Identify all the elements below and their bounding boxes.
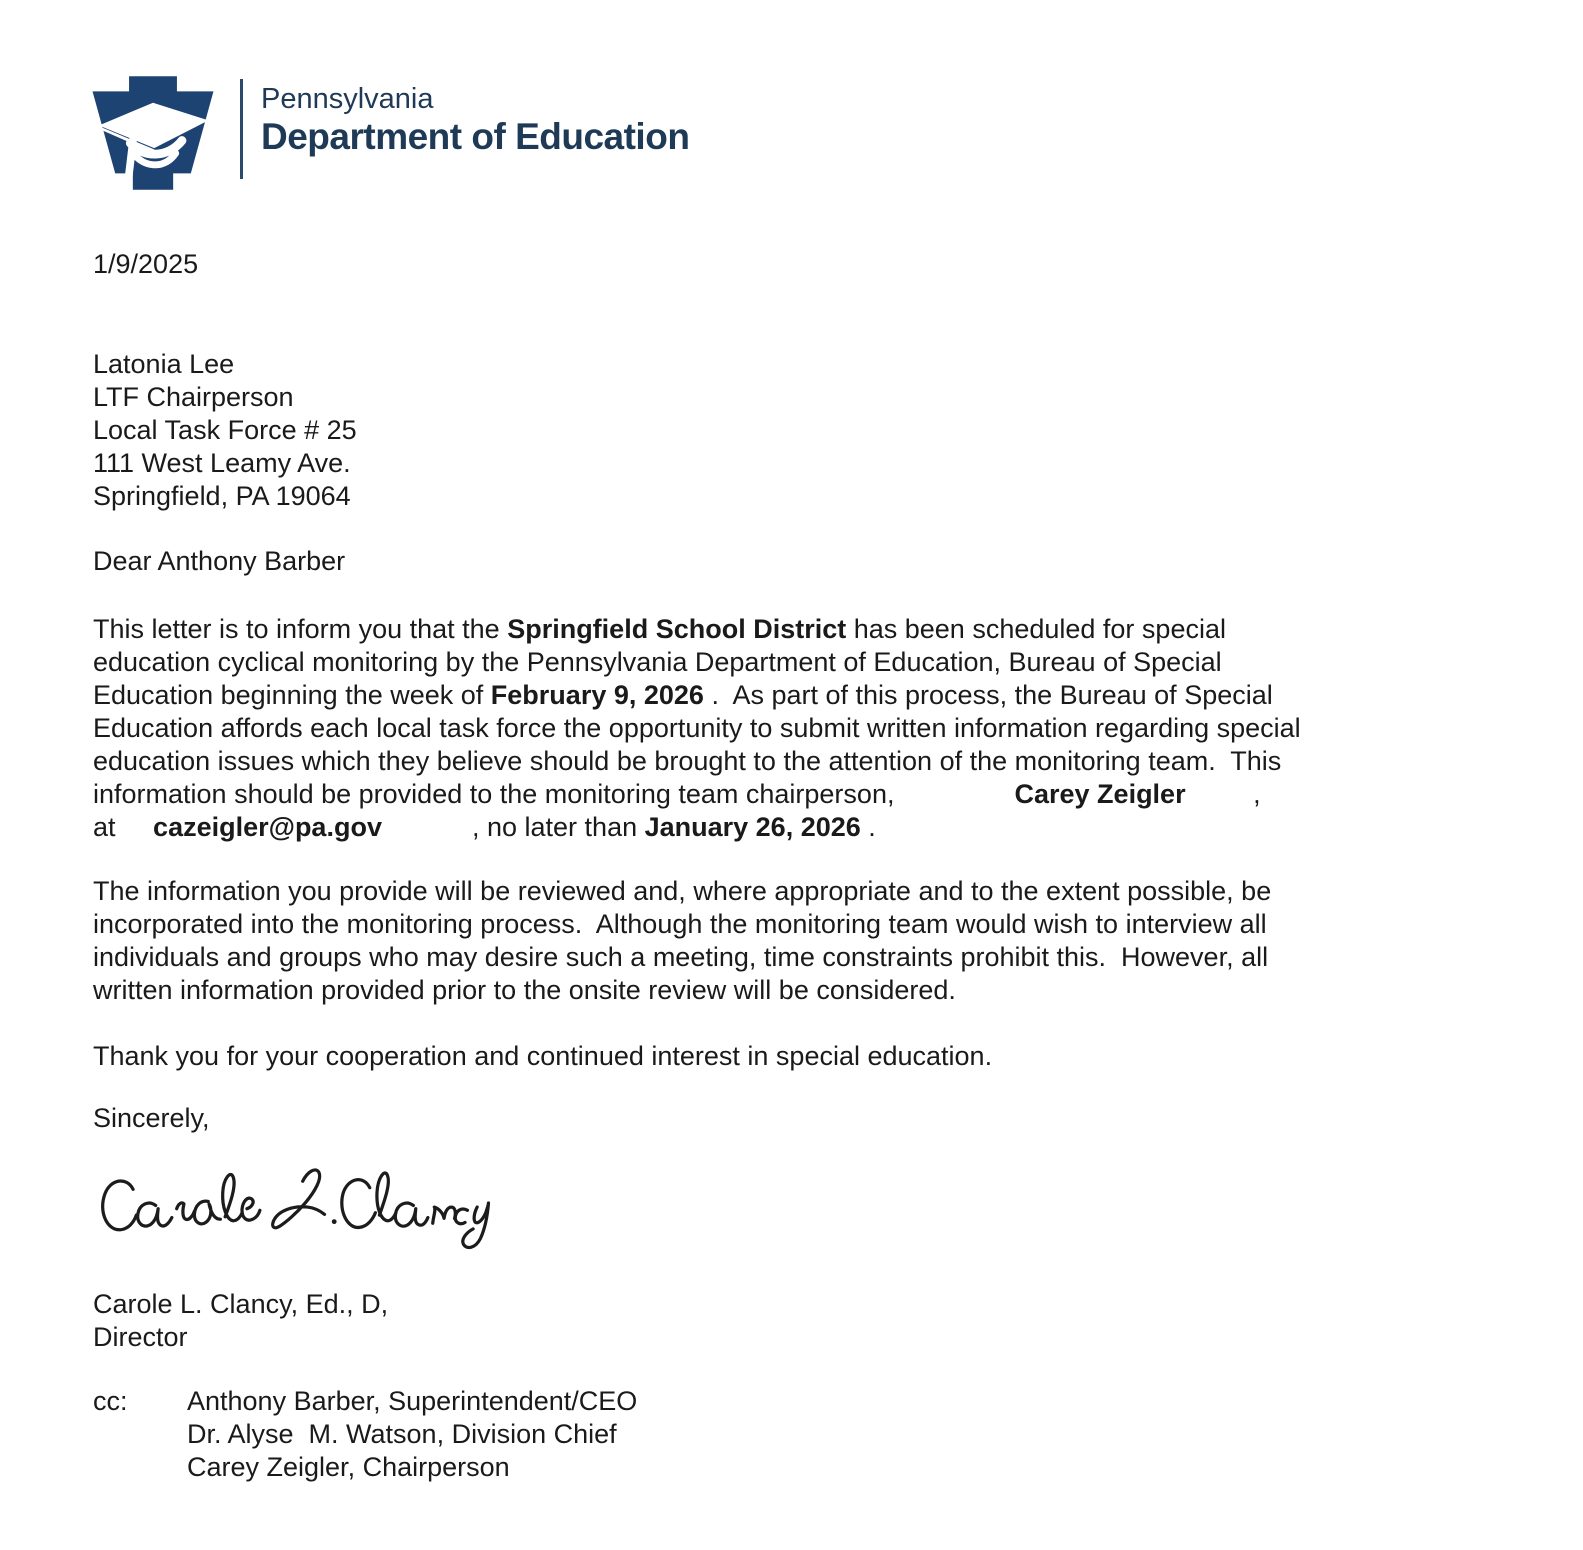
bold-text-segment: January 26, 2026 xyxy=(644,812,861,842)
text-line: Local Task Force # 25 xyxy=(93,415,357,445)
cc-label: cc: xyxy=(93,1386,128,1416)
text-segment: , xyxy=(1185,779,1261,809)
text-line xyxy=(93,712,1583,745)
text-line: LTF Chairperson xyxy=(93,382,294,412)
letter-date: 1/9/2025 xyxy=(93,249,199,279)
text-segment: The information you provide will be reviewed and, where appropriate and to the extent possible, be xyxy=(93,876,1272,906)
text-segment: at xyxy=(93,812,116,842)
text-line: Carey Zeigler, Chairperson xyxy=(187,1452,510,1482)
bold-text-segment: cazeigler@pa.gov xyxy=(153,812,382,842)
text-line xyxy=(93,908,1583,941)
text-segment xyxy=(116,812,154,842)
paragraph-thanks xyxy=(93,1040,1583,1073)
text-line xyxy=(93,811,1583,844)
text-segment: education issues which they believe should be brought to the attention of the monitoring team. This xyxy=(93,746,1282,776)
text-segment: incorporated into the monitoring process. Although the monitoring team would wish to interview all xyxy=(93,909,1267,939)
recipient-address xyxy=(93,348,1583,513)
text-line: Carole L. Clancy, Ed., D, xyxy=(93,1289,389,1319)
text-segment: . As part of this process, the Bureau of Special xyxy=(703,680,1273,710)
text-line xyxy=(93,778,1583,811)
text-line xyxy=(93,974,1583,1007)
text-segment: individuals and groups who may desire such a meeting, time constraints prohibit this. However, all xyxy=(93,942,1269,972)
bold-text-segment: Carey Zeigler xyxy=(1014,779,1186,809)
pa-keystone-icon xyxy=(90,75,216,191)
paragraph-scheduling xyxy=(93,613,1583,844)
text-line xyxy=(93,875,1583,908)
logo-text-pennsylvania: Pennsylvania xyxy=(261,83,434,115)
text-segment: information should be provided to the monitoring team chairperson, xyxy=(93,779,895,809)
text-line xyxy=(93,941,1583,974)
signature-image xyxy=(91,1157,495,1262)
text-segment: education cyclical monitoring by the Pennsylvania Department of Education, Bureau of Special xyxy=(93,647,1222,677)
logo-divider xyxy=(240,79,243,179)
logo-wordmark xyxy=(261,75,689,157)
text-line xyxy=(93,745,1583,778)
bold-text-segment: Springfield School District xyxy=(507,614,847,644)
text-line xyxy=(93,1040,1583,1073)
text-segment: , no later than xyxy=(381,812,645,842)
text-line: Dr. Alyse M. Watson, Division Chief xyxy=(187,1419,617,1449)
text-line: 111 West Leamy Ave. xyxy=(93,448,351,478)
text-segment: Thank you for your cooperation and continued interest in special education. xyxy=(93,1041,993,1071)
text-line: Latonia Lee xyxy=(93,349,235,379)
bold-text-segment: February 9, 2026 xyxy=(490,680,704,710)
text-line: Director xyxy=(93,1322,188,1352)
salutation: Dear Anthony Barber xyxy=(93,546,346,576)
text-segment: This letter is to inform you that the xyxy=(93,614,508,644)
text-line xyxy=(93,613,1583,646)
text-line xyxy=(93,679,1583,712)
sender-block xyxy=(93,1288,1583,1354)
text-segment: Education affords each local task force the opportunity to submit written information regarding special xyxy=(93,713,1301,743)
letter-body xyxy=(93,248,1583,1484)
text-segment: has been scheduled for special xyxy=(846,614,1226,644)
text-segment xyxy=(894,779,1014,809)
text-line: Anthony Barber, Superintendent/CEO xyxy=(187,1386,638,1416)
text-line: Springfield, PA 19064 xyxy=(93,481,351,511)
paragraph-review xyxy=(93,875,1583,1007)
text-segment: written information provided prior to the onsite review will be considered. xyxy=(93,975,956,1005)
closing-sincerely: Sincerely, xyxy=(93,1103,210,1133)
cc-block xyxy=(93,1385,1583,1484)
text-segment: Education beginning the week of xyxy=(93,680,491,710)
logo-text-department-of-education: Department of Education xyxy=(261,116,690,157)
text-segment: . xyxy=(860,812,876,842)
text-line xyxy=(93,646,1583,679)
cc-list xyxy=(187,1385,637,1484)
pde-header xyxy=(0,0,1583,191)
